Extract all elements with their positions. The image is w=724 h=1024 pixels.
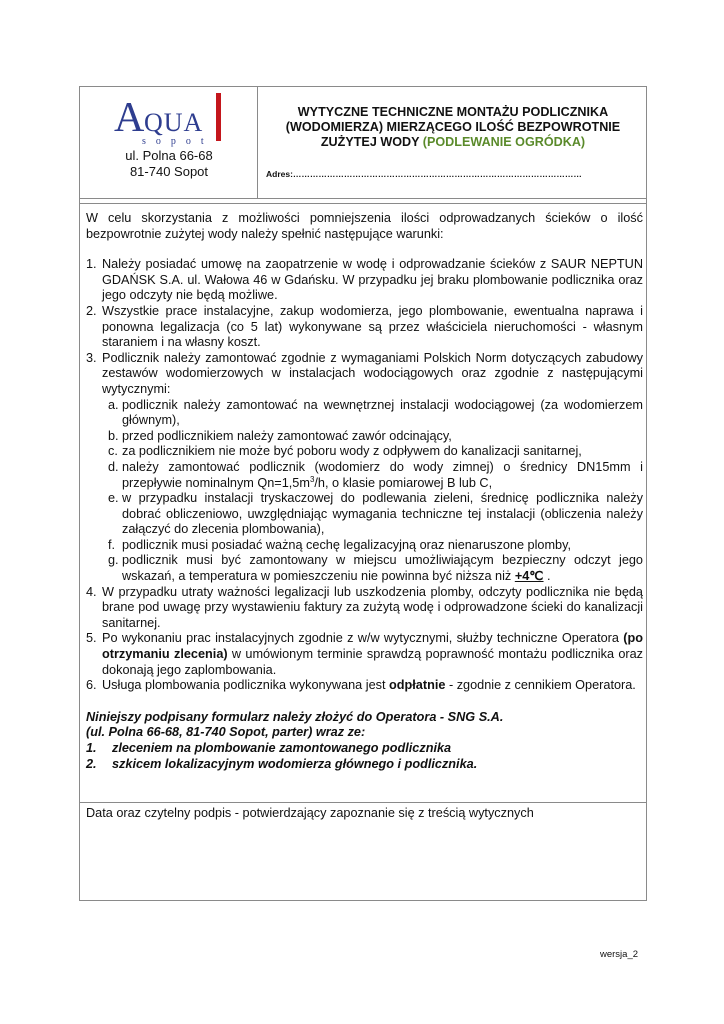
title-green-part: (PODLEWANIE OGRÓDKA) — [422, 135, 586, 149]
company-address-street: ul. Polna 66-68 — [125, 148, 213, 163]
signature-field[interactable]: Data oraz czytelny podpis - potwierdzający zapoznanie się z treścią wytycznych — [86, 806, 534, 820]
sublist-item: c. za podlicznikiem nie może być poboru wody z odpływem do kanalizacji sanitarnej, — [108, 444, 582, 459]
sublist-item: b. przed podlicznikiem należy zamontować zawór odcinający, — [108, 428, 452, 443]
conditions-list — [86, 257, 643, 694]
svg-text:QUA: QUA — [144, 108, 204, 137]
list-item: 1. zleceniem na plombowanie zamontowanego podlicznika — [86, 741, 452, 755]
section-divider — [80, 802, 646, 803]
sublist-item: d. należy zamontować podlicznik (wodomierz do wody zimnej) o średnicy DN15mm i przepływie nominalnym $Qn=1,5m^3/h$, o klasie pomiarowej B lub C, — [108, 459, 643, 490]
list-item: 2. Wszystkie prace instalacyjne, zakup wodomierza, jego plombowanie, ewentualna naprawa i ponowna legalizacja (co 5 lat) wykonywane są przez właściciela nieruchomości - własnym staraniem i na własny koszt. — [86, 303, 643, 350]
svg-text:A: A — [114, 95, 145, 141]
list-item: 1. Należy posiadać umowę na zaopatrzenie w wodę i odprowadzanie ścieków z SAUR NEPTUN GDAŃSK S.A. ul. Wałowa 46 w Gdańsku. W przypadku jej braku plombowanie podlicznika oraz jego odczyty nie będą możliwe. — [86, 257, 643, 303]
sublist-item: a. podlicznik należy zamontować na wewnętrznej instalacji wodociągowej (za wodomierzem głównym), — [108, 397, 643, 428]
attachments-list — [86, 741, 643, 772]
header-logo-cell — [80, 87, 258, 199]
sublist-item: e. w przypadku instalacji tryskaczowej do podlewania zieleni, średnicę podlicznika należy dobrać obliczeniowo, uwzględniając wymagania techniczne tej instalacji (obliczenia należy załączyć do zlecenia plombowania), — [108, 491, 643, 537]
version-label: wersja_2 — [600, 949, 639, 960]
list-item: 3. Podlicznik należy zamontować zgodnie z wymaganiami Polskich Norm dotyczących zabudowy zestawów wodomierzowych w instalacjach wodociągowych oraz zgodnie z następującymi wytycznymi: a. podlicznik należy zamontować na wewnętrznej instalacji wodociągowej (za wodomierzem głównym), b. przed podlicznikiem należy zamontować zawór odcinający, c. za podlicznikiem nie może być poboru wody z odpływem do kanalizacji sanitarnej, d. należy zamontować podlicznik (wodomierz do wody zimnej) o średnicy DN15mm i przepływie nominalnym $Qn=1,5m^3/h$, o klasie pomiarowej B lub C, e. w przypadku instalacji tryskaczowej do podlewania zieleni, średnicę podlicznika należy dobrać obliczeniowo, uwzględniając wymagania techniczne tej instalacji (obliczenia należy załączyć do zlecenia plombowania), f. podlicznik musi posiadać ważną cechę legalizacyjną oraz nienaruszone plomby, g. podlicznik musi być zamontowany w miejscu umożliwiającym bezpieczny odczyt jego wskazań, a temperatura w pomieszczeniu nie powinna być niższa niż +4℃ . — [86, 350, 643, 584]
guidelines-body — [86, 211, 643, 772]
sublist-item: g. podlicznik musi być zamontowany w miejscu umożliwiającym bezpieczny odczyt jego wskazań, a temperatura w pomieszczeniu nie powinna być niższa niż +4℃ . — [108, 553, 643, 584]
list-item: 2. szkicem lokalizacyjnym wodomierza głównego i podlicznika. — [86, 756, 478, 771]
company-address-city: 81-740 Sopot — [129, 164, 209, 179]
intro-paragraph: W celu skorzystania z możliwości pomniejszenia ilości odprowadzanych ścieków o ilość bezpowrotnie zużytej wody należy spełnić następujące warunki: — [86, 211, 643, 241]
list-item: 4. W przypadku utraty ważności legalizacji lub uszkodzenia plomby, odczyty podlicznika nie będą brane pod uwagę przy wystawieniu faktury za zużytą wodę i odprowadzone ścieki do kanalizacji sanitarnej. — [86, 584, 643, 630]
svg-text:sopot: sopot — [142, 136, 214, 147]
sublist-item: f. podlicznik musi posiadać ważną cechę legalizacyjną oraz nienaruszone plomby, — [108, 537, 572, 552]
guidelines-sublist — [102, 398, 643, 585]
section-divider — [80, 203, 646, 204]
address-field[interactable]: Adres:………………………………………………………………………………………… — [266, 169, 582, 179]
header-title-cell — [258, 87, 646, 199]
list-item: 6. Usługa plombowania podlicznika wykonywana jest odpłatnie - zgodnie z cennikiem Operatora. — [86, 678, 636, 693]
list-item: 5. Po wykonaniu prac instalacyjnych zgodnie z w/w wytycznymi, służby techniczne Operatora (po otrzymaniu zlecenia) w umówionym terminie sprawdzą poprawność montażu podlicznika oraz dokonają jego zaplombowania. — [86, 631, 644, 677]
document-title: WYTYCZNE TECHNICZNE MONTAŻU PODLICZNIKA (WODOMIERZA) MIERZĄCEGO ILOŚĆ BEZPOWROTNIE ZUŻYTEJ WODY (PODLEWANIE OGRÓDKA) — [285, 105, 621, 149]
temperature-value: +4℃ — [514, 569, 544, 584]
submission-note: Niniejszy podpisany formularz należy złożyć do Operatora - SNG S.A. (ul. Polna 66-68, 81-740 Sopot, parter) wraz ze: — [86, 709, 504, 740]
aqua-sopot-logo — [112, 91, 232, 147]
